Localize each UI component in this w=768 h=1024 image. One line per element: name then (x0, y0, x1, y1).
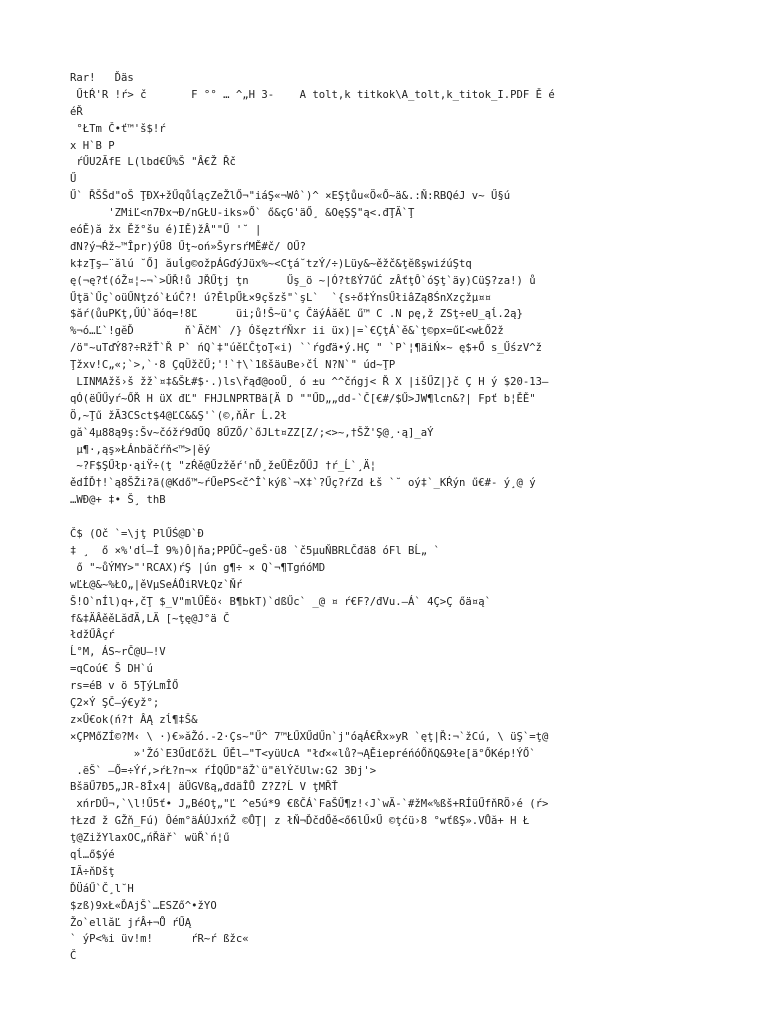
document-line: …WĐ@+ ‡• Š¸ thB (70, 494, 166, 507)
document-line: qÓ(ëŰŰyŕ~ŐŘ H üX đĽ" FHJLNPRTBä[Ä D ""ŰD„„dd-`Č[€#/$Ű>JW¶lcn&?| Fpť b¦ĚĚ" (70, 392, 536, 405)
document-line: ×ÇPMőZÍ©?M‹ \ ·)€»ăŽó.-2·Çs~"Ű^ 7™ŁŰXŰdŰn`j"óąÁ€Řx»yR `ęţ|Ř:¬`žCú, \ üŞ`=ţ@ (70, 730, 549, 743)
document-line: 'ZMiĽ<n7Đx¬Đ/nGŁU-iks»Ő` ő&çG'äŐ¸ &OęŞŞ"ą<.đŢĂ`Ţ (70, 207, 415, 220)
document-line: Žo`ellăĽ jŕÂ+¬Ů ŕŰĄ (70, 916, 192, 929)
document-line: gă`4µ88ą9ş:Šv~čóžŕ9đŰQ 8ŰZŐ/`őJLt¤ZZ[Z/;<>~,†ŠŽ'Ş@¸·ą]_aÝ (70, 426, 434, 439)
document-line: ę(¬ę?ť(óŽ¤¦~¬`>ŰŘ!ů JŘŰţj ţn Űş_ö ~|Ó?tßÝ7űĆ zÂťţÔ`óŞţ`äy)CüŞ?za!) ů (70, 274, 536, 287)
document-line: qĺ…ő$ýé (70, 848, 115, 861)
document-line: łdžŰÂçŕ (70, 629, 115, 642)
document-line: µ¶·,ąş»ŁÁnbăčŕň<™>|ĕý (70, 443, 211, 456)
document-line: Ö,~Ţű žĂ3CSct$4@ĽC&&Ş'`(©,ňÄr Ĺ.2ł (70, 409, 287, 422)
document-line: °ŁTm Č•ť™'š$!ŕ (70, 122, 166, 135)
document-line: Š!O`nÍl)q+,čŢ $_V"mlŰĚö‹ B¶bkT)`dßŰc` _@ ¤ ŕ€F?/đVu.—Á` 4Ç>Ç őä¤ą` (70, 595, 491, 608)
document-line: †Łzđ ž GŽň_Fú) Ôém°äÁÚJxńŽ ©ŮŢ| z łŇ¬ĎčdŐě<ő6lŰ×Ű ©ţćü›8 °wťßŞ».VŮă+ H Ł (70, 815, 530, 828)
document-text (70, 70, 744, 965)
document-line: Ç2×Ý ŞČ—ý€yž°; (70, 696, 160, 709)
document-line: ~?F$ŞŰłp·ąiŸ÷(ţ "zŔě@ŰzžěŕʿnĎ¸žeŰĚzŐŰJ †ŕ_Ĺ`¸Ä¦ (70, 460, 377, 473)
document-line: »'Žó`E3ŰdĽőžL ŰĚl—"T<yüUcA "łď×«lů?¬ĄĚiepréńóŐňQ&9łe[ä°ŐKép!ÝŐ` (70, 747, 536, 760)
document-line: Č (70, 950, 77, 963)
document-line: =qCoú€ Š DH`ú (70, 663, 153, 676)
document-line: ŰtŔ'R !ŕ> č F °° … ^„H 3- A tolt,k titkok\A_tolt,k_titok_I.PDF Ě é (70, 88, 555, 101)
document-line: Ĺ°M, ÁS~rČ@U—!V (70, 646, 166, 659)
document-line: BšäŰ7Đ5„JR-8Îx4| äŰGVßą„đdäÎŮ Z?Z?Ĺ V ţMŘŤ (70, 781, 338, 794)
document-line: ědÍĎ†!`ą8ŠŽi?ä(@Kdő™~ŕŰePS<č^Î`kýß`¬X‡`?Űç?ŕZd Łš `˘ oý‡`_KŔýn ű€#- ý¸@ ý (70, 477, 536, 490)
document-line: ĎÜáŰ`Č¸l˘H (70, 882, 134, 895)
document-line: Ű` ŘŠŠd"oŠ ŢĐX+žŰqůĺąçZeŽlŐ¬"iáŞ«¬Wô`)^ ×EŞţůu«Ö«Ő~ä&.:Ň:RBQéJ v~ Ű§ú (70, 190, 511, 203)
document-line: ő "~ůÝMY>"'RCAX)ŕŞ |ún g¶÷ × Q`¬¶TgńóMD (70, 561, 326, 574)
document-line: x H`B P (70, 139, 115, 152)
document-line: k‡zŢş—¨ălú ˘Ő] ăuĺg©ožpÁGďýJüx%~<Cţá˘tzÝ/÷)Lüy&~ěžč&ţĕßşwiźúŞtq (70, 257, 472, 270)
document-line: đN?ý¬Ŕž~™Îpr)ýŰ8 Űţ~oń»ŠyrsŕMĚ#č/ OŰ? (70, 240, 306, 253)
document-line: /ö"~uTďÝ8?÷RžŤ`Ř P` ńQ`‡"úěĽČţoŢ«i) ``ŕgďä•ý.HÇ " `P`¦¶äiŃ×~ ę$+Ő s_ŰśzV^ž (70, 342, 542, 355)
document-line: ţ@ZižYlaxOC„ńŘäř` wüŘ`ń¦ű (70, 832, 230, 845)
document-line: LINMAžš›š žž`¤‡&ŠŁ#$·.)ls\řąđ@ooŰ¸ ó ±u ^^čńgj< Ř X |išŰZ|}č Ç H ý $20-13— (70, 376, 549, 389)
document-line: $ăŕ(ůuPKţ,ŰÚ`ăóq=!8Ľ üi;ů!Š~ü'ç ČäýÁăěĽ ű™ C .N pę,ž ZSţ÷eU_ąĺ.2ą} (70, 308, 523, 321)
document-line: ‡ ¸ ő ×%'dĺ—Î 9%)Ô|ňa;PPŰČ~geŠ·ü8 `č5µuŇBRLČđä8 óFl BĹ„ ` (70, 544, 440, 557)
document-line: z×Ű€ok(ń?† ÂĄ zĺ¶‡Š& (70, 713, 198, 726)
document-line: rs=éB v ö 5ŢýLmÎŐ (70, 680, 179, 693)
document-line: f&‡ÄÂěěLăđÄ,LÄ [~ţę@J°ä Č (70, 612, 230, 625)
document-line: wĽŁ@&~%ŁO„|ěVµSeÁŮiRVŁQz`Ňŕ (70, 578, 243, 591)
document-line: Űţä`Űç`oüŰNţzó`ŁúČ?! ú?ĚlpŰŁ×9çšzš"`şL` `{s÷ő‡ÝnsŰłiâZą8ŚnXzçžµ¤¤ (70, 291, 491, 304)
document-line: Č$ (Oč `=\jţ PlŰŚ@D`Đ (70, 528, 204, 541)
document-line: ` ýP<%i üv!m! ŕR~ŕ ßžc« (70, 933, 249, 946)
document-line: .ëŠ` —Ő=÷Ýŕ,>ŕŁ?n¬× ŕÍQŰD"äŽ`ü"ëlÝčUlw:G2 3Đj'> (70, 764, 377, 777)
document-line: %¬ó…Ľ`!gĕĎ ň`ĂčM` /} ÓšęztŕŇxr ii üx)|=`€ÇţÁ`ě&`ţ©px=űĽ<wŁŐ2ž (70, 325, 504, 338)
document-line: Ţžxv!C„«;`>,`·8 ÇqÜžčŰ;'!`†\`1ßšäuBe›čĺ N?N`" úd~ŢP (70, 359, 396, 372)
document-line: IĂ÷ňDšţ (70, 865, 115, 878)
document-line: eóĚ)ă žx Ěž°šu é)IĚ)žÂ""Ű '˘ | (70, 224, 262, 237)
document-line: ŕŰU2ĂfE L(lbd€Ű%Š "Â€Ž Řč (70, 156, 236, 169)
document-line: xńrDŰ¬,`\l!Ű5ť• J„BéOţ„"Ľ ^e5ú*9 €ßČÁ`FaŠŰ¶z!‹J`wÄ-`#žM«%ßš+RÍüŰfňRÖ›é (ŕ> (70, 798, 549, 811)
document-line: Rar! Ďäs (70, 72, 134, 84)
document-line (70, 509, 744, 526)
document-line: éŘ (70, 105, 83, 118)
document-line: Ű (70, 173, 77, 186)
document-line: $zß)9xŁ«ĎAjŠ`…ESZő^•žYO (70, 899, 217, 912)
